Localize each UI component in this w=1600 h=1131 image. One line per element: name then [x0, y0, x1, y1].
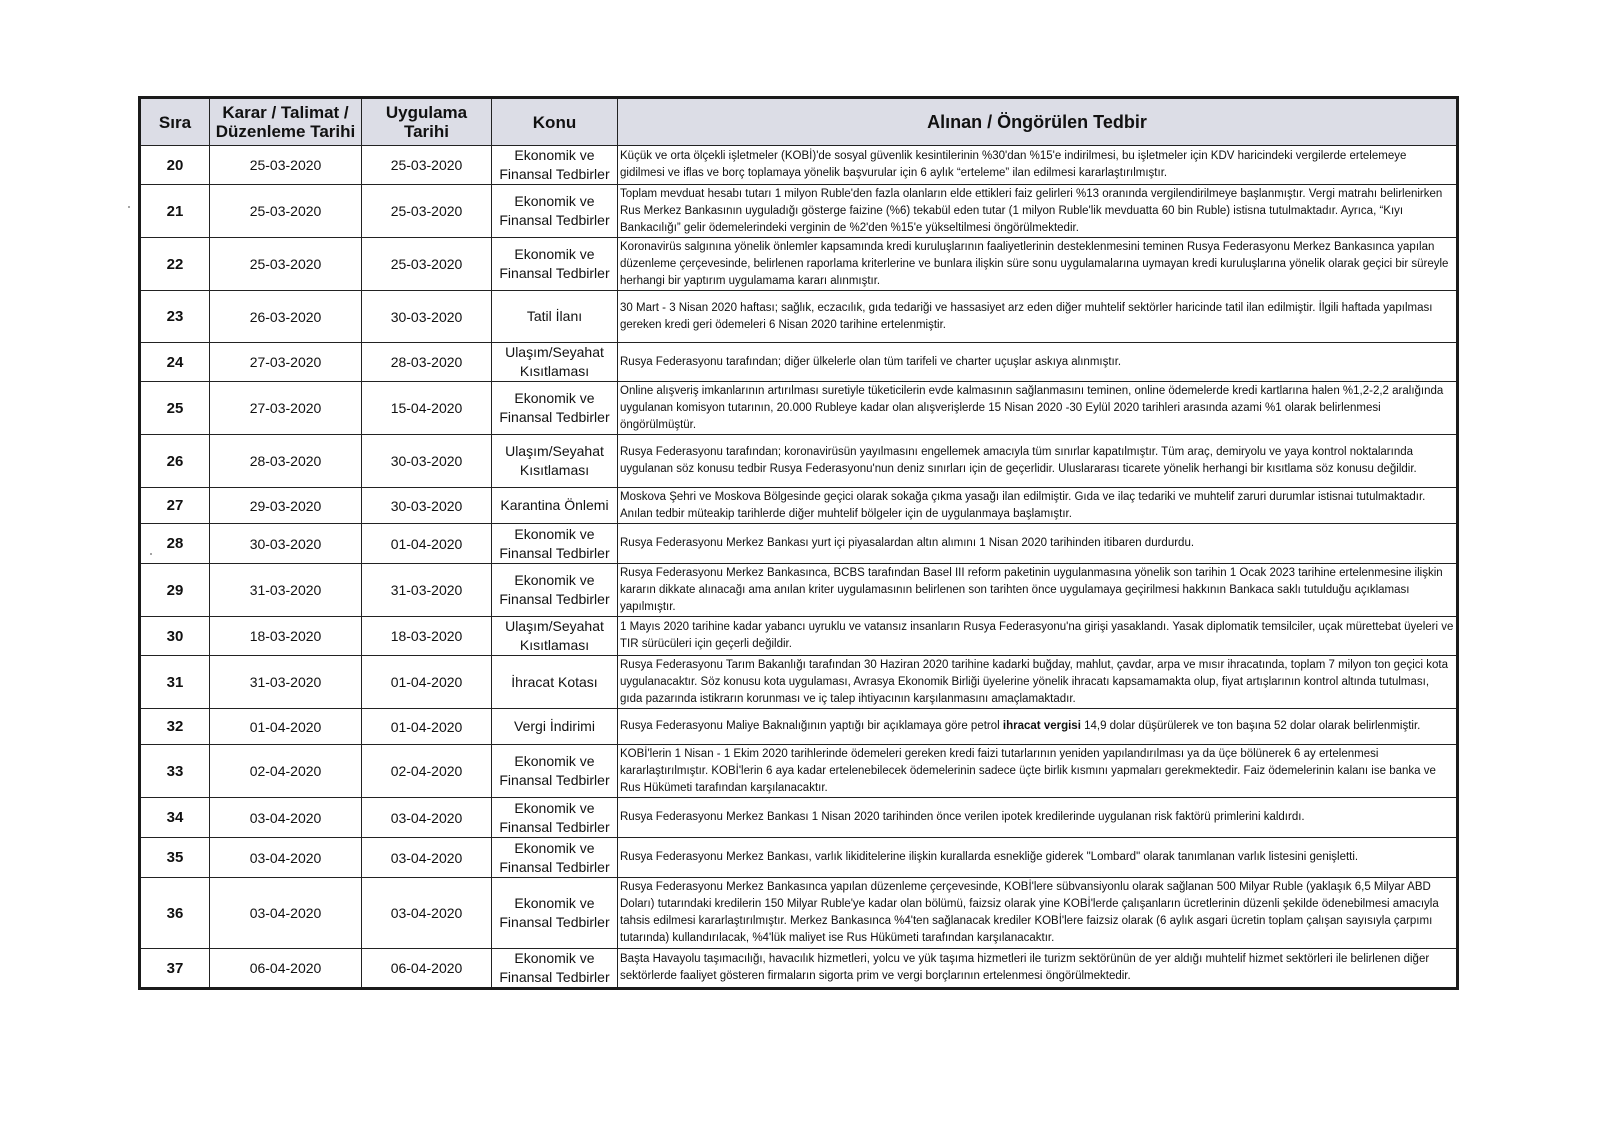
row-apply-date: 06-04-2020 — [362, 949, 492, 989]
row-topic: Ekonomik ve Finansal Tedbirler — [492, 798, 618, 838]
row-measure: Rusya Federasyonu Merkez Bankasınca yapılan düzenleme çerçevesinde, KOBİ'lere sübvansiyonlu olarak sağlanan 500 Milyar Ruble (yaklaşık 6,5 Milyar ABD Doları) tutarındaki kredilerin 150 Milyar Ruble'ye kadar olan bölümü, faizsiz olarak yine KOBİ'lerde çalışanların ücretlerinin düzenli şekilde ödenebilmesi amacıyla tahsis edilmesi kararlaştırılmıştır. Merkez Bankasınca %4'ten sağlanacak krediler KOBİ'lere faizsiz olarak (6 aylık asgari ücretin toplam çalışan sayısıyla çarpımı tutarında) kullandırılacak, %4'lük maliyet ise Rus Hükümeti tarafından karşılanacaktır. — [618, 878, 1458, 949]
row-decision-date: 06-04-2020 — [210, 949, 362, 989]
measures-table — [138, 96, 1459, 990]
row-apply-date: 30-03-2020 — [362, 291, 492, 343]
table-row — [140, 656, 1458, 709]
row-topic: Ekonomik ve Finansal Tedbirler — [492, 564, 618, 617]
row-no: 24 — [140, 343, 210, 382]
table-row — [140, 745, 1458, 798]
row-apply-date: 03-04-2020 — [362, 878, 492, 949]
row-measure: 1 Mayıs 2020 tarihine kadar yabancı uyruklu ve vatansız insanların Rusya Federasyonu'na girişi yasaklandı. Yasak diplomatik temsilciler, uçak mürettebat üyeleri ve TIR sürücüleri için geçerli değildir. — [618, 617, 1458, 656]
measure-text: 14,9 dolar düşürülerek ve ton başına 52 dolar olarak belirlenmiştir. — [1080, 720, 1421, 732]
table-row — [140, 564, 1458, 617]
row-no: 35 — [140, 838, 210, 878]
row-topic: Ekonomik ve Finansal Tedbirler — [492, 382, 618, 435]
row-decision-date: 01-04-2020 — [210, 709, 362, 745]
table-row — [140, 435, 1458, 488]
scan-speck — [128, 206, 130, 208]
row-no: 20 — [140, 146, 210, 185]
row-apply-date: 03-04-2020 — [362, 798, 492, 838]
row-no: 25 — [140, 382, 210, 435]
row-decision-date: 29-03-2020 — [210, 488, 362, 524]
row-apply-date: 30-03-2020 — [362, 488, 492, 524]
row-measure: Moskova Şehri ve Moskova Bölgesinde geçici olarak sokağa çıkma yasağı ilan edilmiştir. Gıda ve ilaç tedariki ve muhtelif zaruri durumlar istisnai tutulmaktadır. Anılan tedbir müteakip tarihlerde diğer muhtelif bölgeler için de uygulanmaya başlamıştır. — [618, 488, 1458, 524]
header-topic: Konu — [492, 98, 618, 146]
row-measure — [618, 709, 1458, 745]
row-no: 33 — [140, 745, 210, 798]
measure-bold-text: ihracat vergisi — [1002, 720, 1081, 732]
row-no: 32 — [140, 709, 210, 745]
row-measure: Rusya Federasyonu Merkez Bankası 1 Nisan 2020 tarihinden önce verilen ipotek kredilerinde uygulanan risk faktörü primlerini kaldırdı. — [618, 798, 1458, 838]
scan-speck — [150, 553, 152, 555]
row-topic: Ekonomik ve Finansal Tedbirler — [492, 146, 618, 185]
table-row — [140, 343, 1458, 382]
row-decision-date: 18-03-2020 — [210, 617, 362, 656]
row-measure: Başta Havayolu taşımacılığı, havacılık hizmetleri, yolcu ve yük taşıma hizmetleri ile turizm sektörünün de yer aldığı muhtelif hizmet sektörleri ile belirlenen diğer sektörlerde faaliyet gösteren firmaların sigorta prim ve vergi borçlarının ertelenmesi öngörülmektedir. — [618, 949, 1458, 989]
table-row — [140, 709, 1458, 745]
row-no: 29 — [140, 564, 210, 617]
row-decision-date: 03-04-2020 — [210, 798, 362, 838]
row-decision-date: 03-04-2020 — [210, 838, 362, 878]
header-measure: Alınan / Öngörülen Tedbir — [618, 98, 1458, 146]
row-decision-date: 02-04-2020 — [210, 745, 362, 798]
row-decision-date: 31-03-2020 — [210, 656, 362, 709]
row-apply-date: 28-03-2020 — [362, 343, 492, 382]
row-apply-date: 03-04-2020 — [362, 838, 492, 878]
row-measure: Toplam mevduat hesabı tutarı 1 milyon Ruble'den fazla olanların elde ettikleri faiz gelirleri %13 oranında vergilendirilmeye başlanmıştır. Vergi matrahı belirlenirken Rus Merkez Bankasının uyguladığı gösterge faizine (%6) tekabül eden tutar (1 milyon Ruble'lik mevduatta 60 bin Ruble) istisna tutulmaktadır. Ayrıca, “Kıyı Bankacılığı” gelir ödemelerindeki verginin de %2'den %15'e yükseltilmesi öngörülmektedir. — [618, 185, 1458, 238]
row-decision-date: 27-03-2020 — [210, 382, 362, 435]
row-decision-date: 25-03-2020 — [210, 238, 362, 291]
row-apply-date: 25-03-2020 — [362, 185, 492, 238]
header-apply-date: Uygulama Tarihi — [362, 98, 492, 146]
row-measure: Küçük ve orta ölçekli işletmeler (KOBİ)'de sosyal güvenlik kesintilerinin %30'dan %15'e indirilmesi, bu işletmeler için KDV haricindeki vergilerde ertelemeye gidilmesi ve iflas ve borç toplamaya yönelik başvurular için 6 aylık “erteleme” ilan edilmesi kararlaştırılmıştır. — [618, 146, 1458, 185]
row-decision-date: 25-03-2020 — [210, 185, 362, 238]
row-apply-date: 25-03-2020 — [362, 146, 492, 185]
row-apply-date: 15-04-2020 — [362, 382, 492, 435]
row-measure: 30 Mart - 3 Nisan 2020 haftası; sağlık, eczacılık, gıda tedariği ve hassasiyet arz eden diğer muhtelif sektörler haricinde tatil ilan edilmiştir. İlgili haftada yapılması gereken kredi geri ödemeleri 6 Nisan 2020 tarihine ertelenmiştir. — [618, 291, 1458, 343]
row-no: 30 — [140, 617, 210, 656]
table-row — [140, 798, 1458, 838]
row-no: 22 — [140, 238, 210, 291]
row-topic: Ekonomik ve Finansal Tedbirler — [492, 745, 618, 798]
row-apply-date: 25-03-2020 — [362, 238, 492, 291]
row-decision-date: 03-04-2020 — [210, 878, 362, 949]
row-measure: Rusya Federasyonu Merkez Bankası, varlık likiditelerine ilişkin kurallarda esnekliğe giderek "Lombard" olarak tanımlanan varlık listesini genişletti. — [618, 838, 1458, 878]
row-measure: Rusya Federasyonu Merkez Bankası yurt içi piyasalardan altın alımını 1 Nisan 2020 tarihinden itibaren durdurdu. — [618, 524, 1458, 564]
row-measure: Rusya Federasyonu Merkez Bankasınca, BCBS tarafından Basel III reform paketinin uygulanmasına yönelik son tarihin 1 Ocak 2023 tarihine ertelenmesine ilişkin kararın dikkate alınacağı ama anılan kriter uygulamasının belirlenen son tarihten önce uygulamaya geçirilmesi hakkının Bankaca saklı tutulduğu açıklaması yapılmıştır. — [618, 564, 1458, 617]
row-topic: Ekonomik ve Finansal Tedbirler — [492, 238, 618, 291]
row-no: 37 — [140, 949, 210, 989]
table-row — [140, 238, 1458, 291]
row-measure: Koronavirüs salgınına yönelik önlemler kapsamında kredi kuruluşlarının faaliyetlerinin desteklenmesini teminen Rusya Federasyonu Merkez Bankasınca yapılan düzenleme çerçevesinde, belirlenen raporlama kriterlerine ve bunlara ilişkin süre sonu uygulamalarına uymayan kredi kuruluşlarına yönelik olarak geçici bir süreyle herhangi bir yaptırım uygulamama kararı alınmıştır. — [618, 238, 1458, 291]
row-no: 21 — [140, 185, 210, 238]
table-row — [140, 185, 1458, 238]
table-row — [140, 291, 1458, 343]
table-row — [140, 949, 1458, 989]
measure-text: Rusya Federasyonu Maliye Baknalığının yaptığı bir açıklamaya göre petrol — [620, 720, 1003, 732]
row-apply-date: 30-03-2020 — [362, 435, 492, 488]
row-apply-date: 31-03-2020 — [362, 564, 492, 617]
row-apply-date: 01-04-2020 — [362, 524, 492, 564]
header-row — [140, 98, 1458, 146]
row-measure: Rusya Federasyonu tarafından; koronavirüsün yayılmasını engellemek amacıyla tüm sınırlar kapatılmıştır. Tüm araç, demiryolu ve yaya kontrol noktalarında uygulanan söz konusu tedbir Rusya Federasyonu'nun deniz sınırları için de geçerlidir. Uluslararası ticarete yönelik herhangi bir kısıtlama söz konusu değildir. — [618, 435, 1458, 488]
row-topic: Ulaşım/Seyahat Kısıtlaması — [492, 343, 618, 382]
row-topic: Tatil İlanı — [492, 291, 618, 343]
row-topic: Ekonomik ve Finansal Tedbirler — [492, 524, 618, 564]
row-topic: Ekonomik ve Finansal Tedbirler — [492, 185, 618, 238]
row-no: 31 — [140, 656, 210, 709]
row-topic: Ulaşım/Seyahat Kısıtlaması — [492, 435, 618, 488]
row-decision-date: 28-03-2020 — [210, 435, 362, 488]
row-apply-date: 02-04-2020 — [362, 745, 492, 798]
row-no: 26 — [140, 435, 210, 488]
row-topic: Ulaşım/Seyahat Kısıtlaması — [492, 617, 618, 656]
row-no: 36 — [140, 878, 210, 949]
row-topic: Ekonomik ve Finansal Tedbirler — [492, 878, 618, 949]
row-decision-date: 25-03-2020 — [210, 146, 362, 185]
row-no: 27 — [140, 488, 210, 524]
row-topic: Vergi İndirimi — [492, 709, 618, 745]
row-topic: Karantina Önlemi — [492, 488, 618, 524]
table-row — [140, 488, 1458, 524]
row-apply-date: 01-04-2020 — [362, 656, 492, 709]
row-topic: Ekonomik ve Finansal Tedbirler — [492, 838, 618, 878]
table-row — [140, 146, 1458, 185]
row-no: 23 — [140, 291, 210, 343]
row-measure: Online alışveriş imkanlarının artırılması suretiyle tüketicilerin evde kalmasının sağlanmasını teminen, online ödemelerde kredi kartlarına halen %1,2-2,2 aralığında uygulanan komisyon tutarının, 20.000 Rubleye kadar olan alışverişlerde 15 Nisan 2020 -30 Eylül 2020 tarihleri arasında azami %1 olarak belirlenmesi öngörülmüştür. — [618, 382, 1458, 435]
table-row — [140, 878, 1458, 949]
row-decision-date: 31-03-2020 — [210, 564, 362, 617]
row-apply-date: 18-03-2020 — [362, 617, 492, 656]
row-apply-date: 01-04-2020 — [362, 709, 492, 745]
table-row — [140, 617, 1458, 656]
table-row — [140, 838, 1458, 878]
row-measure: KOBİ'lerin 1 Nisan - 1 Ekim 2020 tarihlerinde ödemeleri gereken kredi faizi tutarlarının yeniden yapılandırılması ya da üçe bölünerek 6 ay ertelenmesi kararlaştırılmıştır. KOBİ'lerin 6 aya kadar ertelenebilecek ödemelerinin sadece üçte birlik kısmını yapmaları gerekmektedir. Faiz ödemelerinin kalanı ise banka ve Rus Hükümeti tarafından karşılanacaktır. — [618, 745, 1458, 798]
header-no: Sıra — [140, 98, 210, 146]
row-decision-date: 27-03-2020 — [210, 343, 362, 382]
table-row — [140, 524, 1458, 564]
row-decision-date: 26-03-2020 — [210, 291, 362, 343]
row-decision-date: 30-03-2020 — [210, 524, 362, 564]
table-row — [140, 382, 1458, 435]
row-no: 28 — [140, 524, 210, 564]
header-decision-date: Karar / Talimat / Düzenleme Tarihi — [210, 98, 362, 146]
row-measure: Rusya Federasyonu Tarım Bakanlığı tarafından 30 Haziran 2020 tarihine kadarki buğday, mahlut, çavdar, arpa ve mısır ihracatında, toplam 7 milyon ton geçici kota uygulanacaktır. Söz konusu kota uygulaması, Avrasya Ekonomik Birliği üyelerine yönelik ihracatı kapsamamakta olup, fiyat artışlarının kontrol altında tutulması, gıda pazarında istikrarın korunması ve iç talep ihtiyacının karşılanmasını amaçlamaktadır. — [618, 656, 1458, 709]
row-no: 34 — [140, 798, 210, 838]
row-topic: İhracat Kotası — [492, 656, 618, 709]
row-topic: Ekonomik ve Finansal Tedbirler — [492, 949, 618, 989]
row-measure: Rusya Federasyonu tarafından; diğer ülkelerle olan tüm tarifeli ve charter uçuşlar askıya alınmıştır. — [618, 343, 1458, 382]
